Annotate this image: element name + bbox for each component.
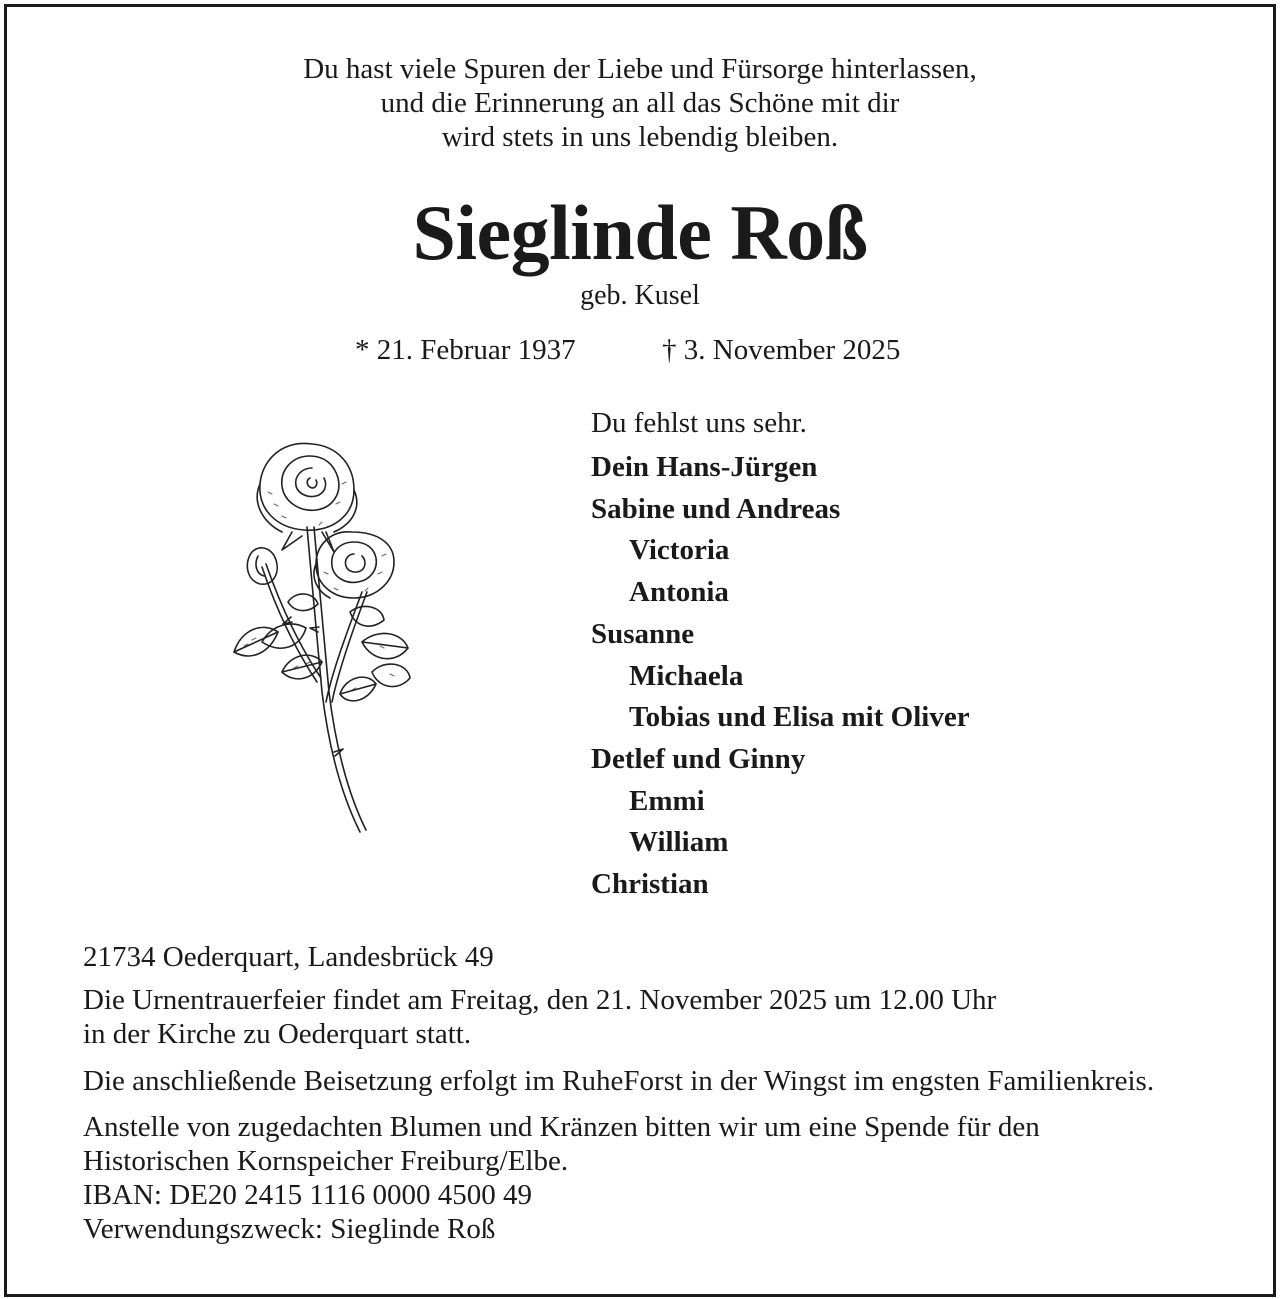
mourner-name: Victoria (629, 534, 730, 567)
memorial-poem (0, 52, 1280, 154)
donation-line-2: Historischen Kornspeicher Freiburg/Elbe. (83, 1145, 569, 1177)
rose-illustration-icon (222, 432, 422, 842)
mourner-name: Christian (591, 868, 709, 901)
iban: IBAN: DE20 2415 1116 0000 4500 49 (83, 1179, 532, 1211)
mourner-name: Emmi (629, 784, 705, 817)
deceased-name: Sieglinde Roß (412, 189, 868, 276)
mourner-name: Dein Hans-Jürgen (591, 451, 818, 483)
mourner-name: William (629, 826, 729, 859)
mourners-list (591, 447, 1191, 906)
address: 21734 Oederquart, Landesbrück 49 (83, 941, 494, 973)
poem-line-3: wird stets in uns lebendig bleiben. (441, 121, 839, 153)
donation-line-1: Anstelle von zugedachten Blumen und Kränzen bitten wir um eine Spende für den (83, 1111, 1040, 1143)
mourner-name: Tobias und Elisa mit Oliver (629, 701, 970, 734)
birth-date: * 21. Februar 1937 (355, 334, 576, 366)
poem-line-2: und die Erinnerung an all das Schöne mit dir (380, 87, 900, 119)
mourner-name: Susanne (591, 617, 695, 650)
mourners-intro: Du fehlst uns sehr. (591, 407, 807, 439)
mourner-name: Sabine und Andreas (591, 492, 841, 525)
ceremony-line-2: in der Kirche zu Oederquart statt. (83, 1018, 472, 1050)
burial-info: Die anschließende Beisetzung erfolgt im RuheForst in der Wingst im engsten Familienkreis. (83, 1065, 1155, 1097)
poem-line-1: Du hast viele Spuren der Liebe und Fürsorge hinterlassen, (303, 53, 977, 85)
mourner-name: Detlef und Ginny (591, 742, 806, 775)
mourner-name: Michaela (629, 659, 744, 692)
death-date: † 3. November 2025 (662, 334, 901, 366)
payment-purpose: Verwendungszweck: Sieglinde Roß (83, 1213, 496, 1245)
mourner-name: Antonia (629, 576, 729, 609)
ceremony-line-1: Die Urnentrauerfeier findet am Freitag, den 21. November 2025 um 12.00 Uhr (83, 984, 997, 1016)
maiden-name: geb. Kusel (580, 280, 700, 311)
